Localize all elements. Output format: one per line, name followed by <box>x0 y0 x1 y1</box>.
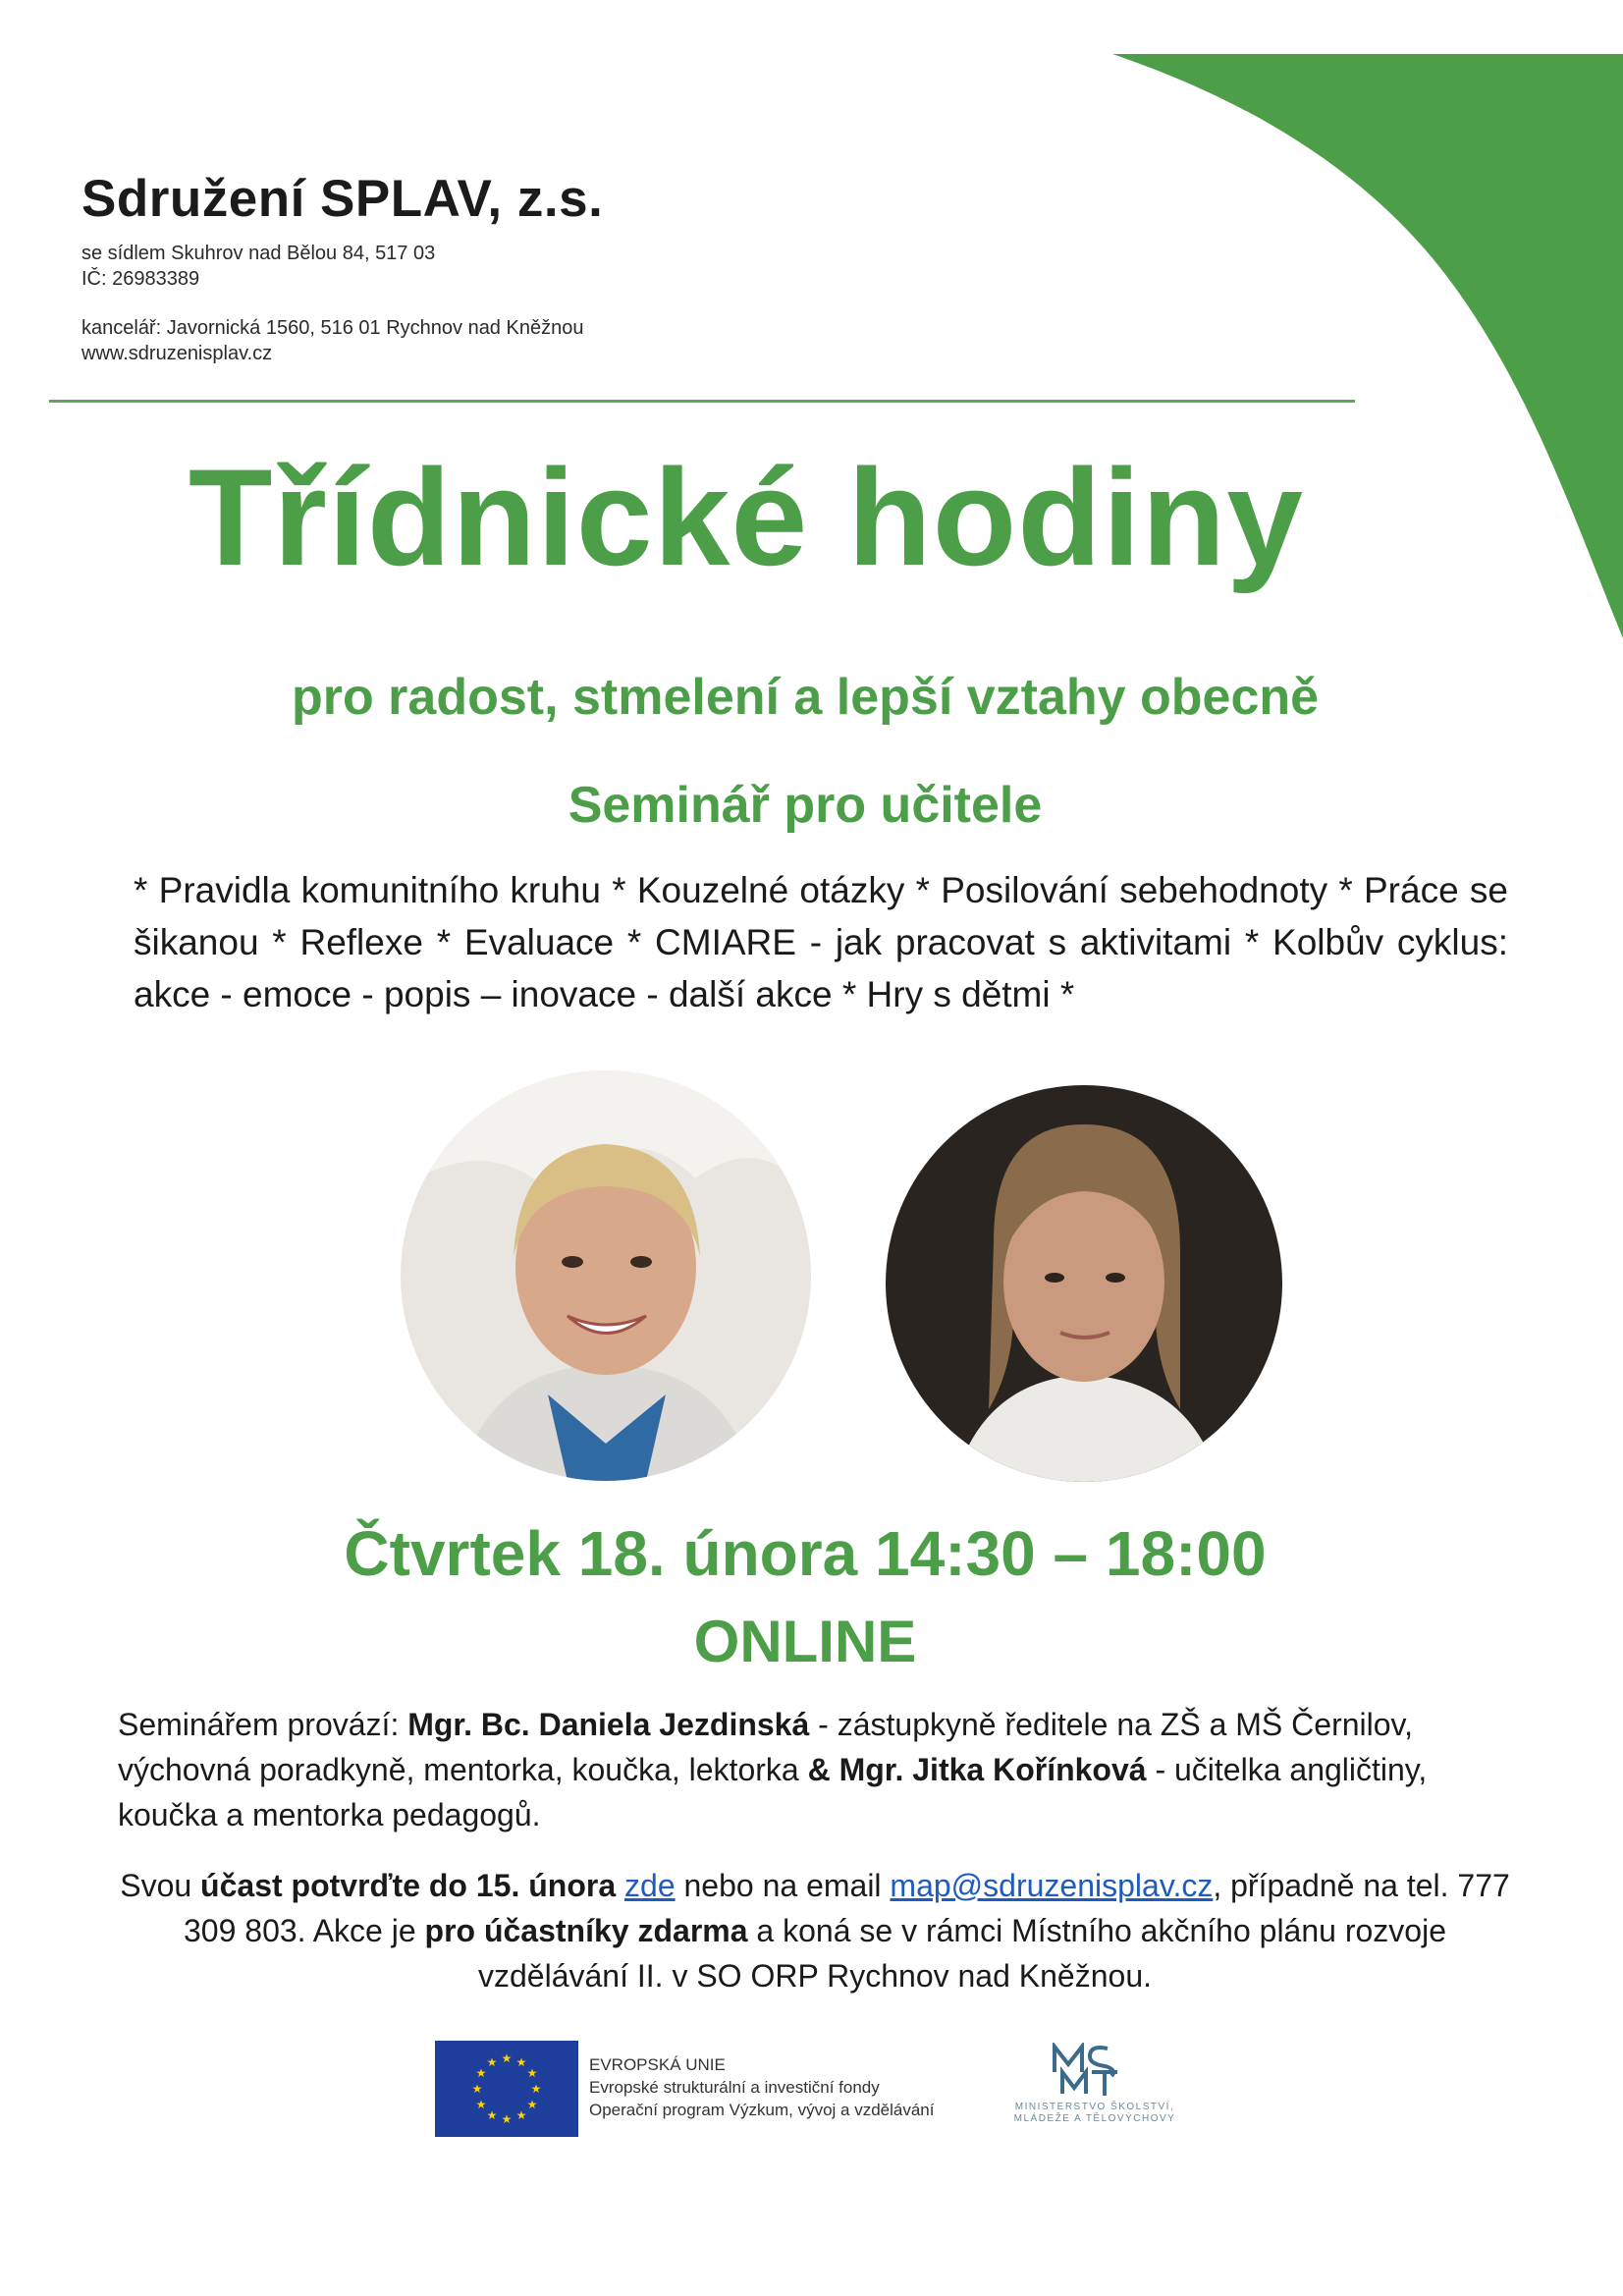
msmt-line-1: MINISTERSTVO ŠKOLSTVÍ, <box>1014 2102 1175 2112</box>
msmt-text <box>997 2102 1193 2125</box>
portrait-photo-right <box>886 1085 1282 1482</box>
guide2-name: Mgr. Jitka Kořínková <box>830 1752 1147 1787</box>
svg-text:★: ★ <box>475 2066 487 2080</box>
organization-address: se sídlem Skuhrov nad Bělou 84, 517 03 <box>81 243 436 264</box>
event-date-time: Čtvrtek 18. února 14:30 – 18:00 <box>344 1518 1267 1589</box>
svg-text:★: ★ <box>486 2055 498 2069</box>
organization-ico: IČ: 26983389 <box>81 268 200 290</box>
confirm-text-3: nebo na email <box>675 1868 891 1903</box>
guide1-description: - zástupkyně ředitele na ZŠ a MŠ Černilov, výchovná poradkyně, mentorka, koučka, lektorka <box>118 1707 1414 1787</box>
eu-line-2: Evropské strukturální a investiční fondy <box>589 2078 880 2097</box>
guide1-name: Mgr. Bc. Daniela Jezdinská <box>407 1707 810 1742</box>
event-format: ONLINE <box>693 1609 917 1674</box>
svg-text:★: ★ <box>530 2082 542 2096</box>
header-divider <box>49 400 1355 403</box>
seminar-label: Seminář pro učitele <box>568 777 1043 834</box>
seminar-guides <box>118 1702 1512 1837</box>
registration-info <box>108 1863 1522 1998</box>
topics-list: * Pravidla komunitního kruhu * Kouzelné otázky * Posilování sebehodnoty * Práce se šikanou * Reflexe * Evaluace * CMIARE - jak pracovat s aktivitami * Kolbův cyklus: akce - emoce - popis – inovace - další akce * Hry s dětmi * <box>134 870 1508 1014</box>
confirm-text-1: Svou <box>120 1868 201 1903</box>
registration-link[interactable]: zde <box>624 1868 676 1903</box>
confirm-text-5: a koná se v rámci Místního akčního plánu rozvoje vzdělávání II. v SO ORP Rychnov nad Kněžnou. <box>478 1913 1446 1994</box>
svg-text:★: ★ <box>486 2108 498 2122</box>
portrait-photo-icon <box>886 1085 1282 1482</box>
eu-flag-icon <box>435 2041 578 2137</box>
svg-text:★: ★ <box>526 2066 538 2080</box>
guides-intro: Seminářem provází: <box>118 1707 408 1742</box>
confirm-deadline: účast potvrďte do 15. února <box>200 1868 617 1903</box>
portrait-photo-icon <box>401 1070 811 1481</box>
guide2-description: - učitelka angličtiny, koučka a mentorka pedagogů. <box>118 1752 1428 1832</box>
svg-text:★: ★ <box>526 2098 538 2111</box>
free-participation: pro účastníky zdarma <box>424 1913 748 1948</box>
svg-text:★: ★ <box>501 2051 513 2065</box>
page-subtitle: pro radost, stmelení a lepší vztahy obecně <box>291 669 1320 726</box>
svg-text:★: ★ <box>515 2055 527 2069</box>
eu-line-3: Operační program Výzkum, vývoj a vzdělávání <box>589 2101 935 2119</box>
msmt-line-2: MLÁDEŽE A TĚLOVÝCHOVY <box>1013 2113 1176 2124</box>
svg-text:★: ★ <box>501 2112 513 2126</box>
organization-website[interactable]: www.sdruzenisplav.cz <box>81 343 273 364</box>
eu-line-1: EVROPSKÁ UNIE <box>589 2055 726 2074</box>
guides-ampersand: & <box>807 1752 831 1787</box>
svg-text:★: ★ <box>475 2098 487 2111</box>
confirm-text-4: , případně na tel. 777 309 803. Akce je <box>184 1868 1510 1948</box>
page-title: Třídnické hodiny <box>188 440 1305 594</box>
organization-name: Sdružení SPLAV, z.s. <box>81 170 604 228</box>
email-link[interactable]: map@sdruzenisplav.cz <box>890 1868 1214 1903</box>
eu-funding-text <box>589 2053 934 2121</box>
svg-text:★: ★ <box>471 2082 483 2096</box>
svg-text:★: ★ <box>515 2108 527 2122</box>
confirm-text-2 <box>616 1868 624 1903</box>
organization-office: kancelář: Javornická 1560, 516 01 Rychnov nad Kněžnou <box>81 317 584 339</box>
portrait-photo-left <box>401 1070 811 1481</box>
msmt-logo-icon <box>1051 2043 1119 2098</box>
